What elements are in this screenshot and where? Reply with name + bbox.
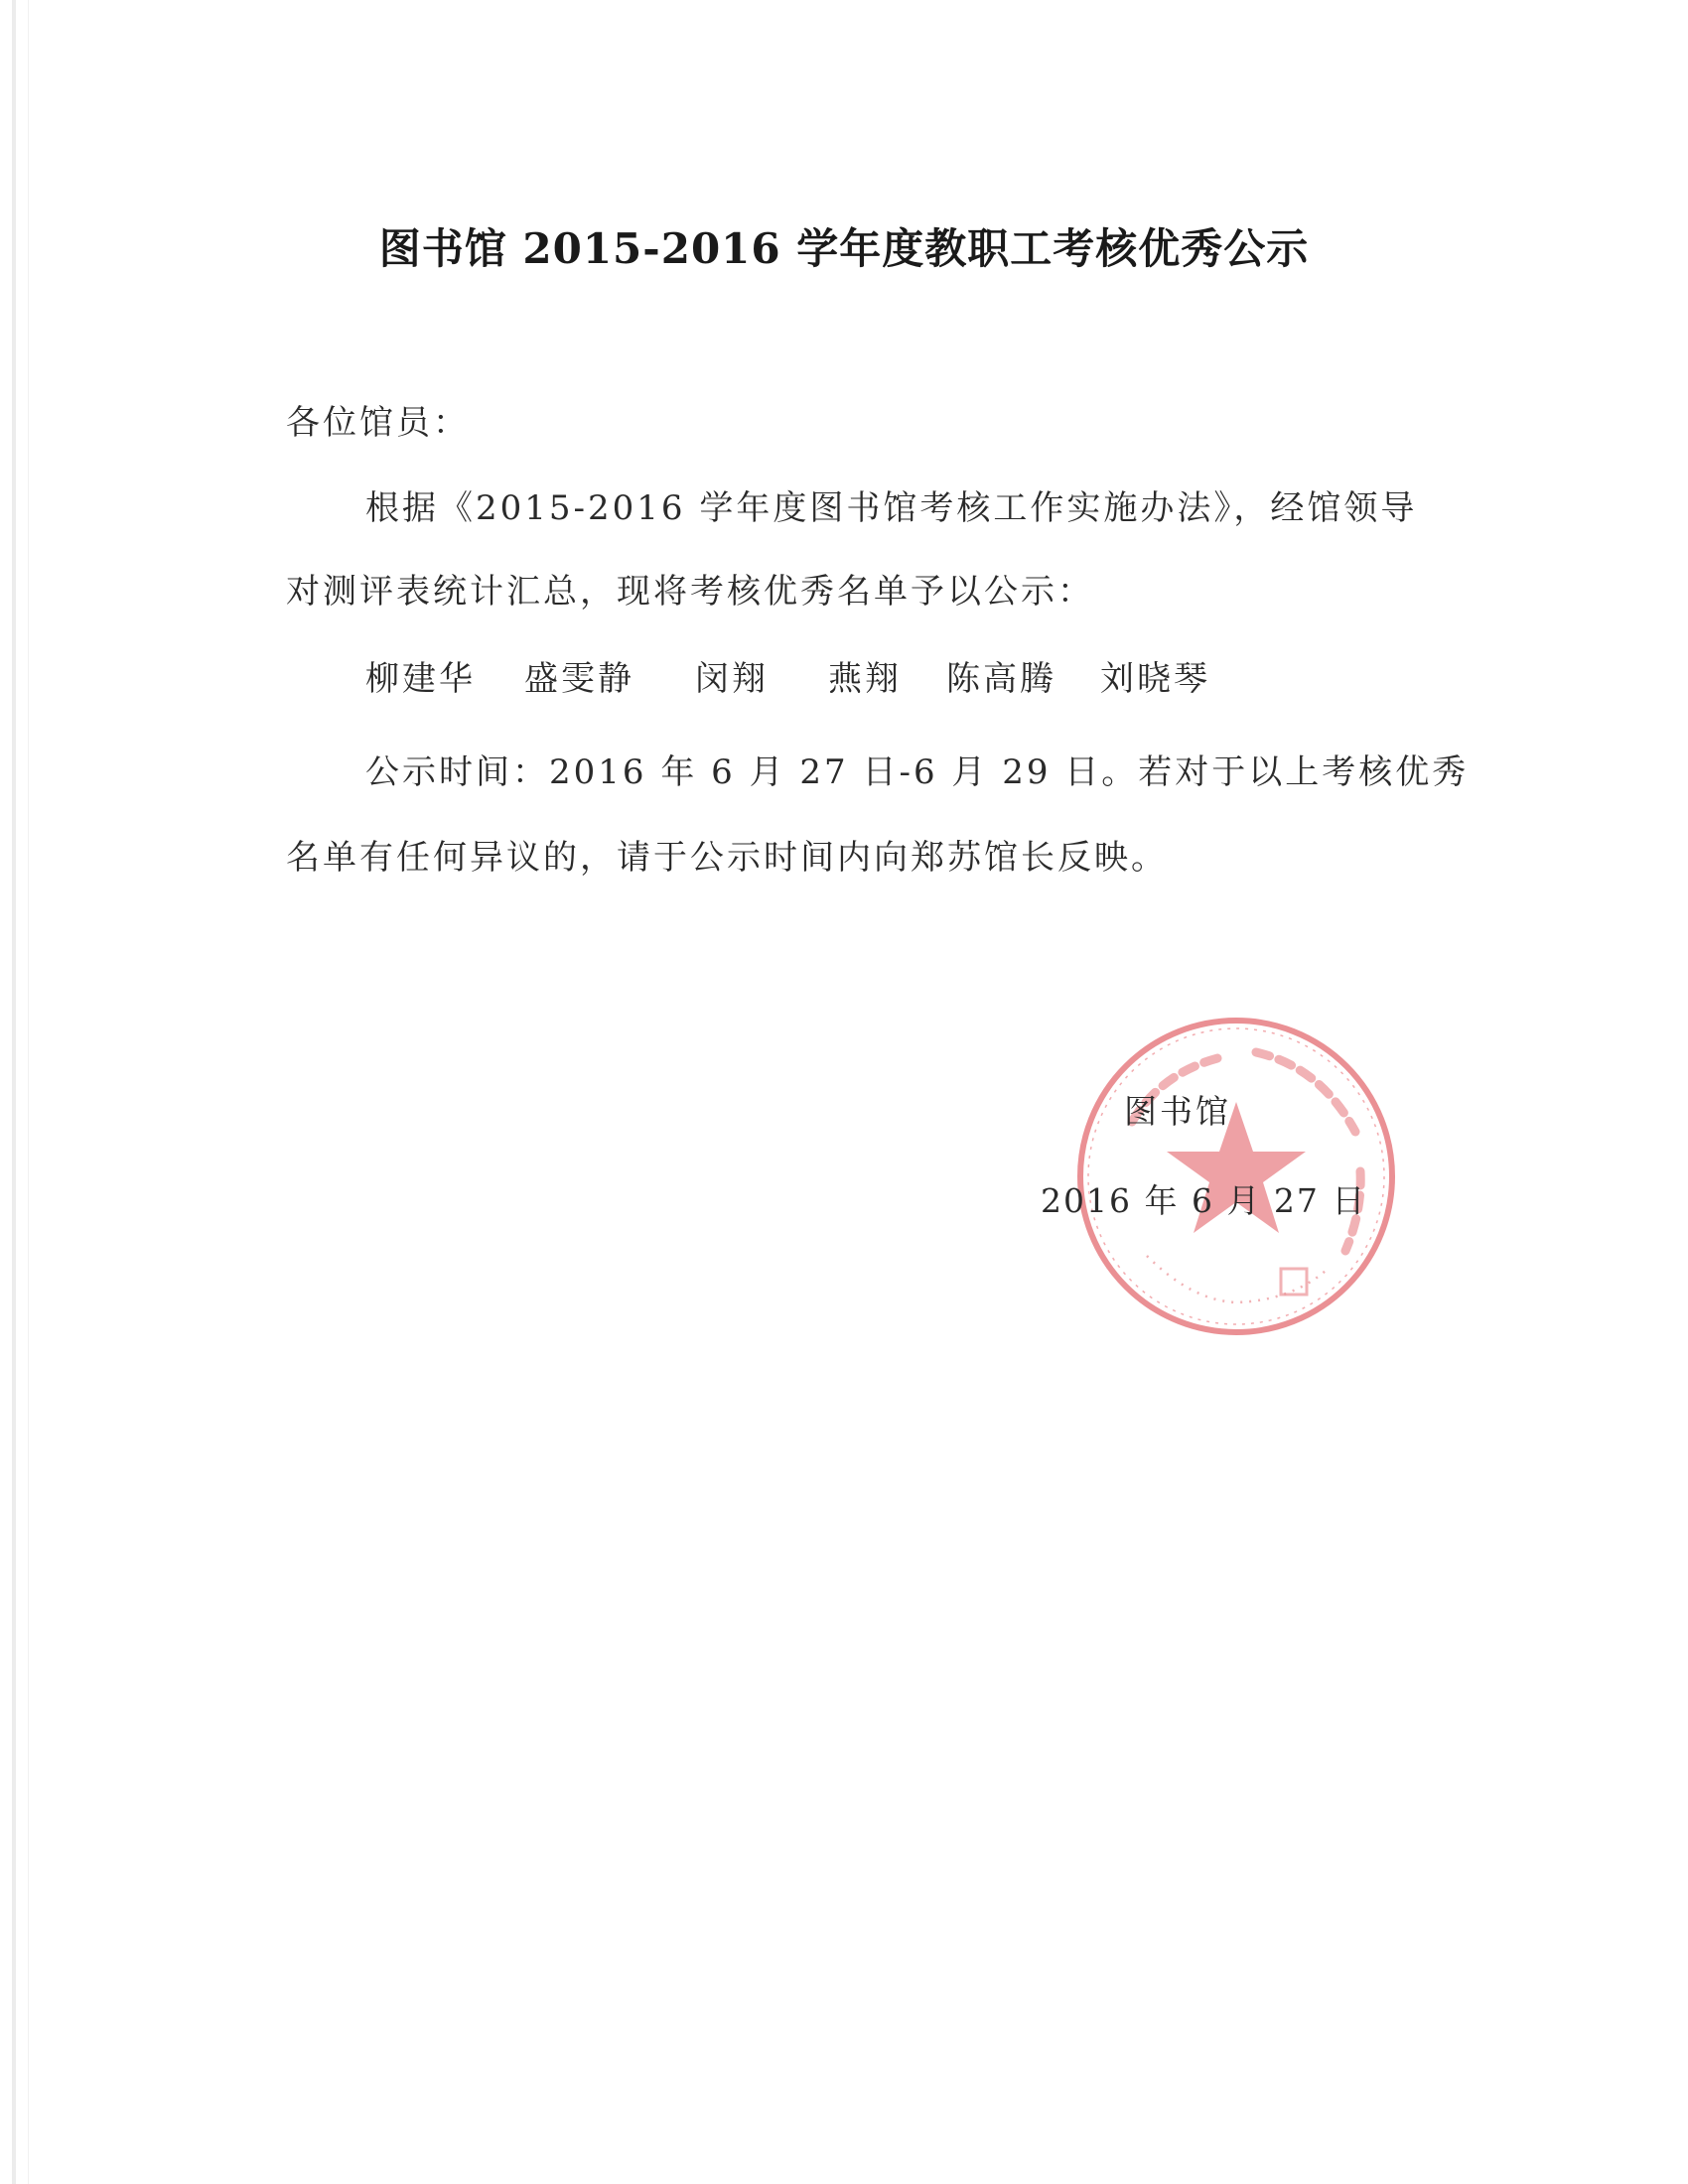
salutation: 各位馆员： [286,403,470,443]
signature-organization: 图书馆 [1124,1092,1231,1131]
document-title: 图书馆 2015-2016 学年度教职工考核优秀公示 [378,224,1310,273]
paragraph-2-line-2: 名单有任何异议的，请于公示时间内向郑苏馆长反映。 [286,838,1168,878]
paragraph-1-line-2: 对测评表统计汇总，现将考核优秀名单予以公示： [286,572,1094,612]
scan-edge-inner [28,0,29,2184]
name-item: 刘晓琴 [1100,659,1210,699]
name-item: 柳建华 [365,659,476,699]
name-item: 陈高腾 [946,659,1056,699]
name-item: 闵翔 [695,659,769,699]
name-item: 燕翔 [828,659,902,699]
signature-date: 2016 年 6 月 27 日 [1041,1181,1367,1220]
name-item: 盛雯静 [524,659,634,699]
scan-edge [12,0,16,2184]
paragraph-2-line-1: 公示时间：2016 年 6 月 27 日-6 月 29 日。若对于以上考核优秀 [365,752,1470,792]
paragraph-1-line-1: 根据《2015-2016 学年度图书馆考核工作实施办法》，经馆领导 [365,488,1418,528]
